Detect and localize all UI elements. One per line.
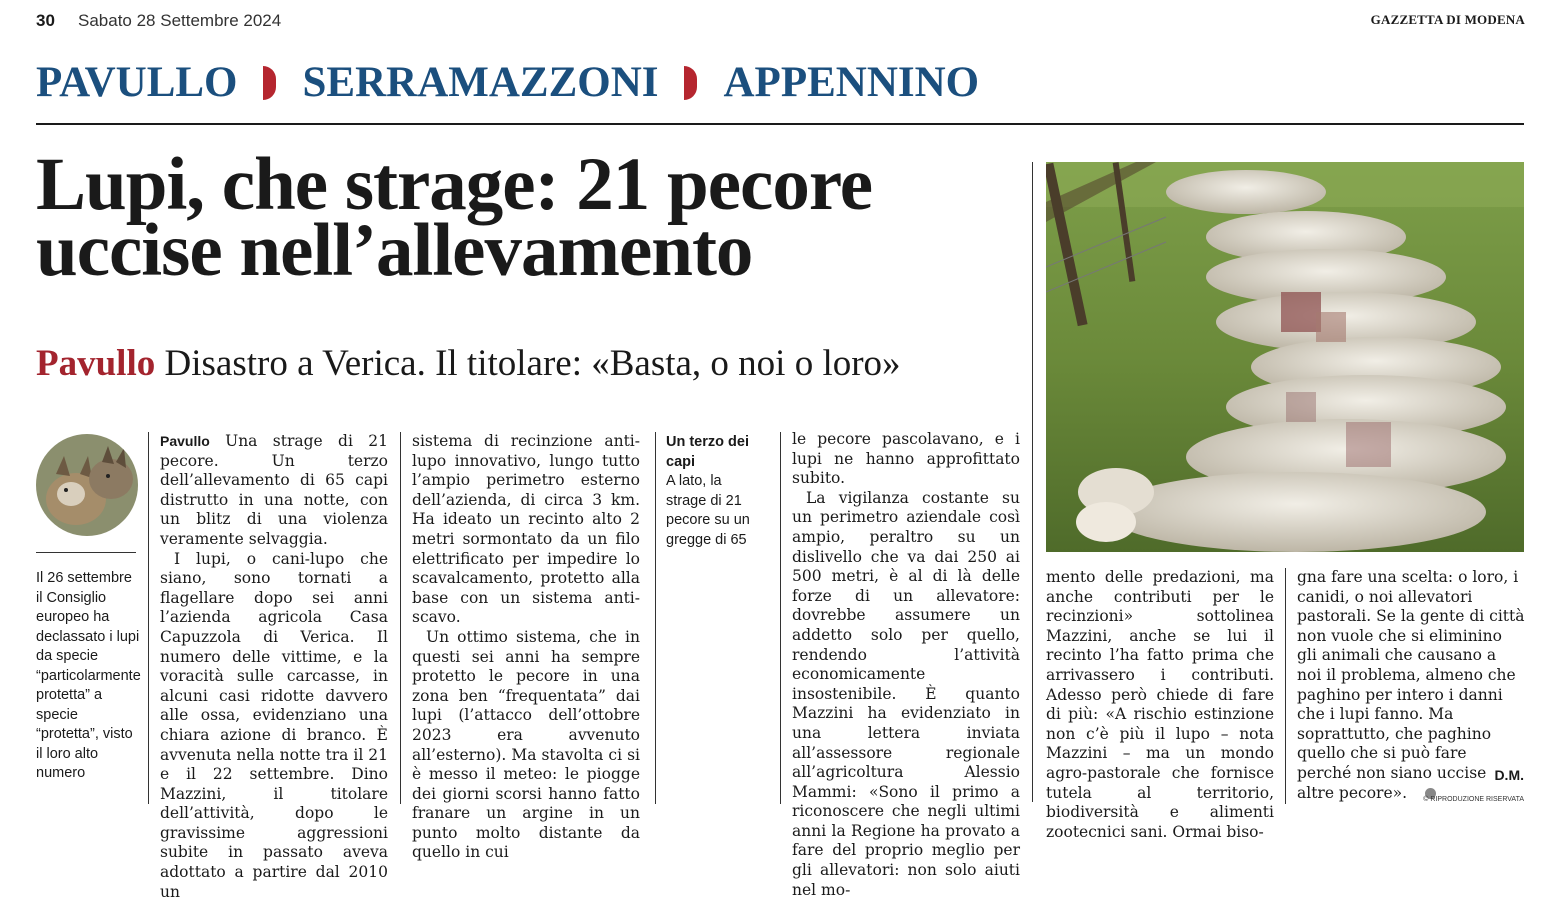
section-bar — [36, 58, 979, 107]
wolf-thumbnail — [36, 434, 138, 536]
subhead-kicker: Pavullo — [36, 343, 156, 384]
article-column-3 — [792, 430, 1020, 900]
copyright-notice: © RIPRODUZIONE RISERVATA — [1423, 796, 1524, 803]
article-column-1 — [160, 432, 388, 902]
column-rule — [148, 432, 149, 804]
caption-text: A lato, la strage di 21 pecore su un gregge di 65 — [666, 473, 750, 548]
section-label-serramazzoni: SERRAMAZZONI — [302, 59, 659, 106]
dateline: Pavullo — [160, 433, 210, 449]
paragraph — [160, 432, 388, 550]
subhead-text: Disastro a Verica. Il titolare: «Basta, o noi o loro» — [164, 343, 901, 384]
section-label-appennino: APPENNINO — [723, 59, 980, 106]
author-signature: D.M. — [1494, 767, 1524, 783]
wolf-icon — [36, 434, 138, 536]
article-column-2 — [412, 432, 640, 863]
column-rule — [1285, 568, 1286, 804]
column-rule — [780, 432, 781, 804]
article-column-5 — [1297, 568, 1525, 803]
paragraph: mento delle predazioni, ma anche contributi per le recinzioni» sottolinea Mazzini, anche se lui il recinto l’ha fatto prima che arrivassero i contributi. Adesso però chiede di fare di più: «A rischio estinzione non c’è più il lupo – nota Mazzini – ma un mondo agro-pastorale che fornisce tutela al territorio, biodiversità e alimenti zootecnici sani. Ormai biso- — [1046, 568, 1274, 841]
sheep-photo-illustration — [1046, 162, 1524, 552]
page-number: 30 — [36, 11, 55, 30]
sidebar-note: Il 26 settembre il Consiglio europeo ha declassato i lupi da specie “particolarmente protetta” a specie “protetta”, visto il loro alto numero — [36, 570, 141, 781]
paragraph: le pecore pascolavano, e i lupi ne hanno approfittato subito. — [792, 430, 1020, 488]
headline: Lupi, che strage: 21 pecore uccise nell’allevamento — [36, 143, 873, 292]
section-label-pavullo: PAVULLO — [36, 59, 238, 106]
subheadline — [36, 342, 901, 385]
paragraph-text: Una strage di 21 pecore. Un terzo dell’allevamento di 65 capi distrutto in una notte, con un blitz di una violenza veramente selvaggia. — [160, 432, 388, 548]
section-rule — [36, 123, 1524, 125]
paragraph: sistema di recinzione anti-lupo innovativo, lungo tutto l’ampio perimetro esterno dell’azienda, di circa 3 km. Ha ideato un recinto alto 2 metri sormontato da un filo elettrificato per impedire lo scavalcamento, protetto alla base con un sistema anti-scavo. — [412, 432, 640, 627]
photo-caption — [666, 433, 756, 550]
section-separator-icon — [684, 66, 697, 100]
paragraph-text: gna fare una scelta: o loro, i canidi, o noi allevatori pastorali. Se la gente di città non vuole che si eliminino gli animali che causano a noi il problema, almeno che paghino per intero i danni che i lupi fanno. Ma soprattutto, che paghino quello che si può fare perché non siano uccise altre pecore». — [1297, 568, 1525, 802]
paragraph: I lupi, o cani-lupo che siano, sono tornati a flagellare dopo sei anni l’azienda agricola Casa Capuzzola di Verica. Il numero delle vittime, e la voracità sulle carcasse, in alcuni casi ridotte davvero alle ossa, evidenziano una chiara azione di branco. È avvenuta nella notte tra il 21 e il 22 settembre. Dino Mazzini, il titolare dell’attività, dopo le gravissime aggressioni subite in passato aveva adottato a partire dal 2010 un — [160, 549, 388, 901]
sidebar-rule — [36, 552, 136, 553]
caption-title: Un terzo dei capi — [666, 434, 749, 470]
paragraph: La vigilanza costante su un perimetro aziendale così ampio, peraltro su un dislivello che va dai 250 ai 500 metri, è al di là delle forze di un allevatore: dovrebbe assumere un addetto solo per quello, rendendo l’attività economicamente insostenibile. È quanto Mazzini ha evidenziato in una lettera inviata all’assessore regionale all’agricoltura Alessio Mammi: «Sono il primo a riconoscere che negli ultimi anni la Regione ha provato a fare del proprio meglio per gli allevatori: non solo aiuti nel mo- — [792, 488, 1020, 899]
column-divider — [1032, 162, 1033, 802]
section-separator-icon — [263, 66, 276, 100]
column-rule — [655, 432, 656, 804]
article-column-4 — [1046, 568, 1274, 842]
masthead: GAZZETTA DI MODENA — [1370, 12, 1525, 27]
paragraph: Un ottimo sistema, che in questi sei anni ha sempre protetto le pecore in una zona ben “frequentata” dai lupi (l’attacco dell’ottobre 2023 era avvenuto all’esterno). Ma stavolta ci si è messo il meteo: le piogge dei giorni scorsi hanno fatto franare un argine in un punto molto distante da quello in cui — [412, 627, 640, 862]
issue-date: Sabato 28 Settembre 2024 — [78, 11, 282, 30]
paragraph — [1297, 568, 1525, 803]
dead-sheep-photo — [1046, 162, 1524, 552]
column-rule — [400, 432, 401, 804]
